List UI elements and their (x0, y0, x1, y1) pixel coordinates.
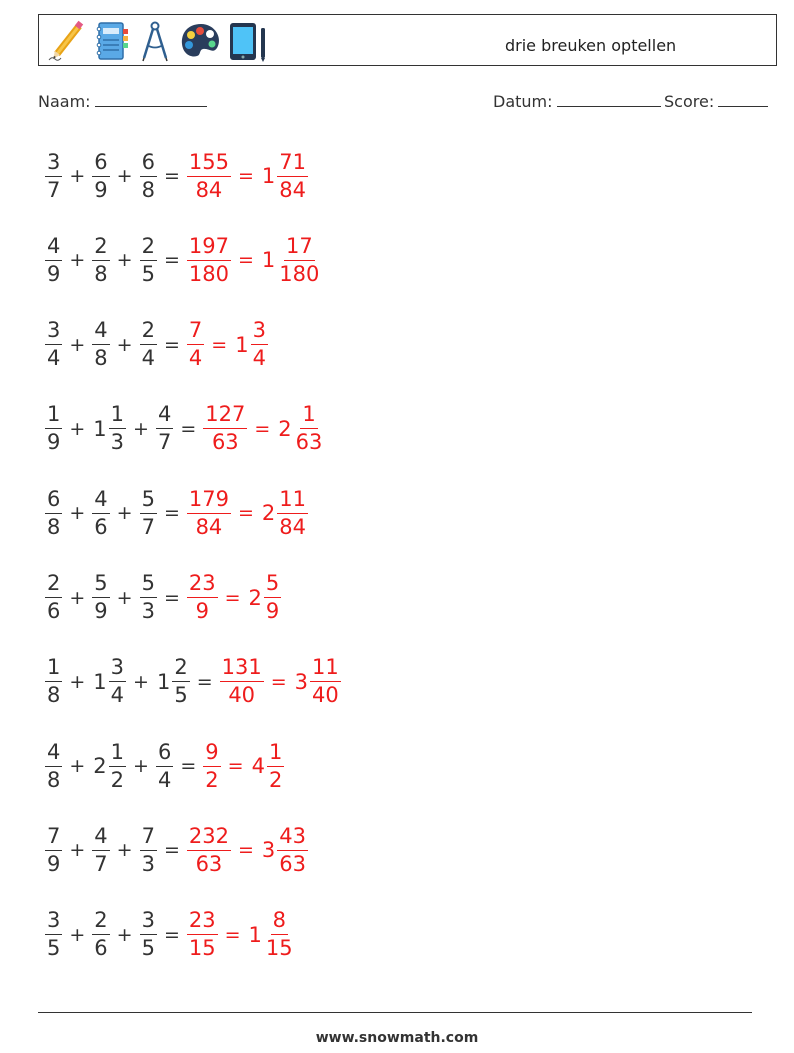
term-fraction (45, 149, 62, 202)
term-fraction (92, 149, 109, 202)
answer-mixed-fraction (264, 573, 281, 622)
answer-improper-fraction (187, 573, 218, 622)
answer-whole-number: 1 (248, 922, 262, 947)
equals-sign: = (163, 333, 180, 356)
term-fraction (45, 320, 62, 369)
term-fraction (140, 573, 157, 622)
numerator: 5 (264, 573, 281, 598)
notebook-icon (91, 20, 131, 62)
plus-sign: + (69, 839, 86, 862)
numerator: 11 (277, 489, 308, 514)
plus-sign: + (133, 670, 149, 693)
answer-whole-number: 3 (261, 838, 276, 863)
numerator: 1 (45, 657, 62, 682)
whole-number: 1 (93, 416, 107, 441)
answer-equals-sign: = (270, 670, 287, 693)
score-line[interactable] (718, 92, 768, 107)
equals-sign: = (163, 839, 180, 862)
answer-mixed-fraction (251, 320, 268, 369)
plus-sign: + (69, 502, 86, 525)
problem-row (44, 566, 282, 630)
plus-sign: + (69, 923, 86, 946)
denominator: 9 (94, 177, 108, 202)
denominator: 2 (205, 767, 219, 792)
numerator: 1 (267, 742, 284, 767)
answer-improper-fraction (187, 823, 231, 876)
problem-row (44, 903, 296, 967)
denominator: 3 (141, 851, 155, 876)
term-fraction (156, 739, 173, 792)
name-field (38, 92, 207, 111)
denominator: 8 (47, 514, 61, 539)
answer-whole-number: 1 (235, 332, 249, 357)
term-fraction (140, 486, 157, 539)
term-fraction (45, 573, 62, 622)
problem-row (44, 313, 269, 377)
answer-mixed-fraction (310, 657, 341, 706)
equals-sign: = (163, 249, 180, 272)
date-field (493, 92, 661, 111)
answer-mixed-fraction (277, 486, 308, 539)
numerator: 5 (92, 573, 109, 598)
term-fraction (45, 739, 62, 792)
denominator: 3 (141, 599, 155, 623)
denominator: 9 (94, 599, 108, 623)
denominator: 180 (279, 261, 320, 286)
problem-row (44, 481, 309, 545)
numerator: 2 (92, 236, 109, 261)
equals-sign: = (196, 670, 213, 693)
denominator: 84 (195, 514, 223, 539)
term-fraction (92, 910, 109, 959)
numerator: 7 (187, 320, 204, 345)
term-fraction (45, 404, 62, 453)
equals-sign: = (180, 755, 197, 778)
term-fraction (109, 404, 126, 453)
denominator: 8 (94, 346, 108, 371)
footer-divider (38, 1012, 752, 1013)
answer-improper-fraction (187, 149, 231, 202)
denominator: 15 (265, 936, 293, 961)
problem-row (44, 650, 342, 714)
header-icons (47, 19, 271, 63)
term-fraction (109, 739, 126, 792)
numerator: 232 (187, 826, 231, 851)
numerator: 127 (203, 404, 247, 429)
name-line[interactable] (95, 92, 207, 107)
plus-sign: + (116, 839, 133, 862)
answer-whole-number: 1 (261, 164, 276, 188)
term-fraction (109, 657, 126, 706)
numerator: 8 (271, 910, 288, 935)
term-fraction (45, 486, 62, 539)
numerator: 1 (109, 742, 126, 767)
plus-sign: + (133, 755, 149, 778)
answer-equals-sign: = (227, 755, 244, 778)
numerator: 23 (187, 910, 218, 935)
denominator: 7 (94, 851, 108, 876)
numerator: 23 (187, 573, 218, 598)
numerator: 1 (300, 404, 317, 429)
denominator: 2 (110, 767, 125, 792)
term-fraction (92, 233, 109, 286)
numerator: 4 (92, 826, 109, 851)
numerator: 4 (156, 404, 173, 429)
numerator: 2 (140, 320, 157, 345)
denominator: 7 (47, 177, 61, 202)
numerator: 3 (45, 320, 62, 345)
equals-sign: = (163, 586, 180, 609)
answer-equals-sign: = (224, 923, 241, 946)
whole-number: 1 (93, 669, 107, 694)
answer-equals-sign: = (237, 502, 254, 525)
term-fraction (92, 486, 109, 539)
denominator: 63 (279, 851, 307, 876)
tablet-icon (227, 20, 271, 62)
denominator: 2 (268, 767, 283, 792)
answer-whole-number: 2 (278, 416, 292, 441)
answer-whole-number: 2 (261, 501, 276, 526)
compass-icon (135, 20, 175, 62)
problem-row (44, 734, 285, 798)
numerator: 3 (45, 152, 62, 177)
denominator: 9 (195, 599, 209, 623)
numerator: 7 (140, 826, 157, 851)
plus-sign: + (116, 165, 133, 187)
plus-sign: + (69, 249, 86, 272)
numerator: 17 (284, 236, 315, 261)
denominator: 9 (47, 430, 61, 455)
plus-sign: + (69, 586, 86, 609)
term-fraction (92, 320, 109, 369)
answer-whole-number: 4 (251, 754, 265, 779)
numerator: 4 (92, 320, 109, 345)
numerator: 3 (109, 657, 126, 682)
plus-sign: + (116, 923, 133, 946)
term-fraction (92, 573, 109, 622)
term-fraction (92, 823, 109, 876)
date-line[interactable] (557, 92, 661, 107)
numerator: 4 (45, 742, 62, 767)
numerator: 9 (203, 742, 220, 767)
denominator: 5 (141, 261, 155, 286)
plus-sign: + (69, 165, 86, 187)
denominator: 5 (47, 936, 61, 961)
answer-mixed-fraction (294, 404, 325, 453)
answer-mixed-fraction (277, 149, 308, 202)
pencil-icon (47, 20, 87, 62)
denominator: 8 (47, 683, 61, 708)
denominator: 4 (141, 346, 155, 371)
answer-mixed-fraction (277, 823, 308, 876)
numerator: 197 (187, 236, 231, 261)
numerator: 1 (45, 404, 62, 429)
score-field (664, 92, 768, 111)
equals-sign: = (180, 417, 197, 440)
numerator: 3 (251, 320, 268, 345)
term-fraction (45, 910, 62, 959)
numerator: 6 (92, 152, 109, 177)
numerator: 155 (187, 152, 231, 177)
term-fraction (140, 233, 157, 286)
answer-improper-fraction (187, 486, 231, 539)
denominator: 40 (228, 683, 256, 708)
denominator: 63 (211, 430, 239, 455)
equals-sign: = (163, 502, 180, 525)
numerator: 2 (140, 236, 157, 261)
plus-sign: + (116, 586, 133, 609)
plus-sign: + (69, 417, 86, 440)
plus-sign: + (69, 333, 86, 356)
denominator: 4 (47, 346, 61, 371)
term-fraction (140, 320, 157, 369)
answer-equals-sign: = (211, 333, 228, 356)
answer-improper-fraction (187, 910, 218, 959)
numerator: 1 (109, 404, 126, 429)
palette-icon (179, 20, 223, 62)
header-box (38, 14, 777, 66)
name-label: Naam: (38, 92, 91, 111)
term-fraction (172, 657, 189, 706)
term-fraction (140, 149, 157, 202)
numerator: 3 (140, 910, 157, 935)
equals-sign: = (163, 165, 180, 187)
answer-mixed-fraction (264, 910, 295, 959)
numerator: 131 (220, 657, 264, 682)
numerator: 5 (140, 489, 157, 514)
term-fraction (45, 823, 62, 876)
denominator: 4 (188, 346, 203, 371)
problem-row (44, 397, 325, 461)
plus-sign: + (69, 670, 86, 693)
answer-mixed-fraction (267, 739, 284, 792)
numerator: 7 (45, 826, 62, 851)
denominator: 84 (279, 177, 307, 202)
numerator: 6 (45, 489, 62, 514)
numerator: 2 (92, 910, 109, 935)
problem-row (44, 818, 309, 882)
denominator: 40 (312, 683, 339, 708)
denominator: 5 (174, 683, 188, 708)
numerator: 6 (140, 152, 157, 177)
denominator: 15 (188, 936, 216, 961)
answer-improper-fraction (187, 320, 204, 369)
answer-improper-fraction (203, 404, 247, 453)
denominator: 6 (47, 599, 61, 623)
plus-sign: + (69, 755, 86, 778)
term-fraction (45, 233, 62, 286)
denominator: 84 (279, 514, 307, 539)
numerator: 4 (92, 489, 109, 514)
denominator: 8 (47, 767, 61, 792)
denominator: 3 (110, 430, 125, 455)
numerator: 6 (156, 742, 173, 767)
denominator: 63 (295, 430, 323, 455)
term-fraction (156, 404, 173, 453)
denominator: 84 (195, 177, 223, 202)
plus-sign: + (116, 249, 133, 272)
answer-whole-number: 1 (261, 248, 276, 273)
answer-improper-fraction (203, 739, 220, 792)
whole-number: 1 (156, 669, 171, 694)
numerator: 71 (277, 152, 308, 177)
plus-sign: + (133, 417, 149, 440)
denominator: 8 (94, 261, 108, 286)
denominator: 9 (47, 851, 61, 876)
denominator: 7 (157, 430, 172, 455)
denominator: 63 (195, 851, 223, 876)
denominator: 8 (141, 177, 155, 202)
numerator: 4 (45, 236, 62, 261)
numerator: 179 (187, 489, 231, 514)
denominator: 5 (141, 936, 155, 961)
denominator: 9 (47, 261, 61, 286)
student-fields (38, 92, 770, 116)
plus-sign: + (116, 333, 133, 356)
denominator: 180 (188, 261, 229, 286)
numerator: 5 (140, 573, 157, 598)
answer-mixed-fraction (277, 233, 321, 286)
answer-equals-sign: = (237, 249, 254, 272)
term-fraction (140, 823, 157, 876)
answer-improper-fraction (220, 657, 264, 706)
denominator: 6 (94, 936, 108, 961)
answer-whole-number: 3 (294, 669, 309, 694)
answer-equals-sign: = (224, 586, 241, 609)
answer-whole-number: 2 (248, 585, 262, 610)
term-fraction (140, 910, 157, 959)
answer-equals-sign: = (254, 417, 271, 440)
footer-url: www.snowmath.com (315, 1030, 479, 1046)
score-label: Score: (664, 92, 715, 111)
denominator: 4 (252, 346, 266, 371)
equals-sign: = (163, 923, 180, 946)
date-label: Datum: (493, 92, 553, 111)
problem-row (44, 144, 309, 208)
term-fraction (45, 657, 62, 706)
plus-sign: + (116, 502, 133, 525)
denominator: 4 (110, 683, 125, 708)
numerator: 2 (172, 657, 189, 682)
numerator: 11 (310, 657, 341, 682)
denominator: 7 (141, 514, 155, 539)
worksheet-title: drie breuken optellen (505, 36, 677, 55)
answer-equals-sign: = (237, 165, 254, 187)
numerator: 43 (277, 826, 308, 851)
problem-row (44, 228, 322, 292)
denominator: 9 (265, 599, 280, 623)
denominator: 6 (94, 514, 108, 539)
answer-improper-fraction (187, 233, 231, 286)
whole-number: 2 (93, 754, 107, 779)
numerator: 2 (45, 573, 62, 598)
denominator: 4 (157, 767, 172, 792)
answer-equals-sign: = (237, 839, 254, 862)
numerator: 3 (45, 910, 62, 935)
